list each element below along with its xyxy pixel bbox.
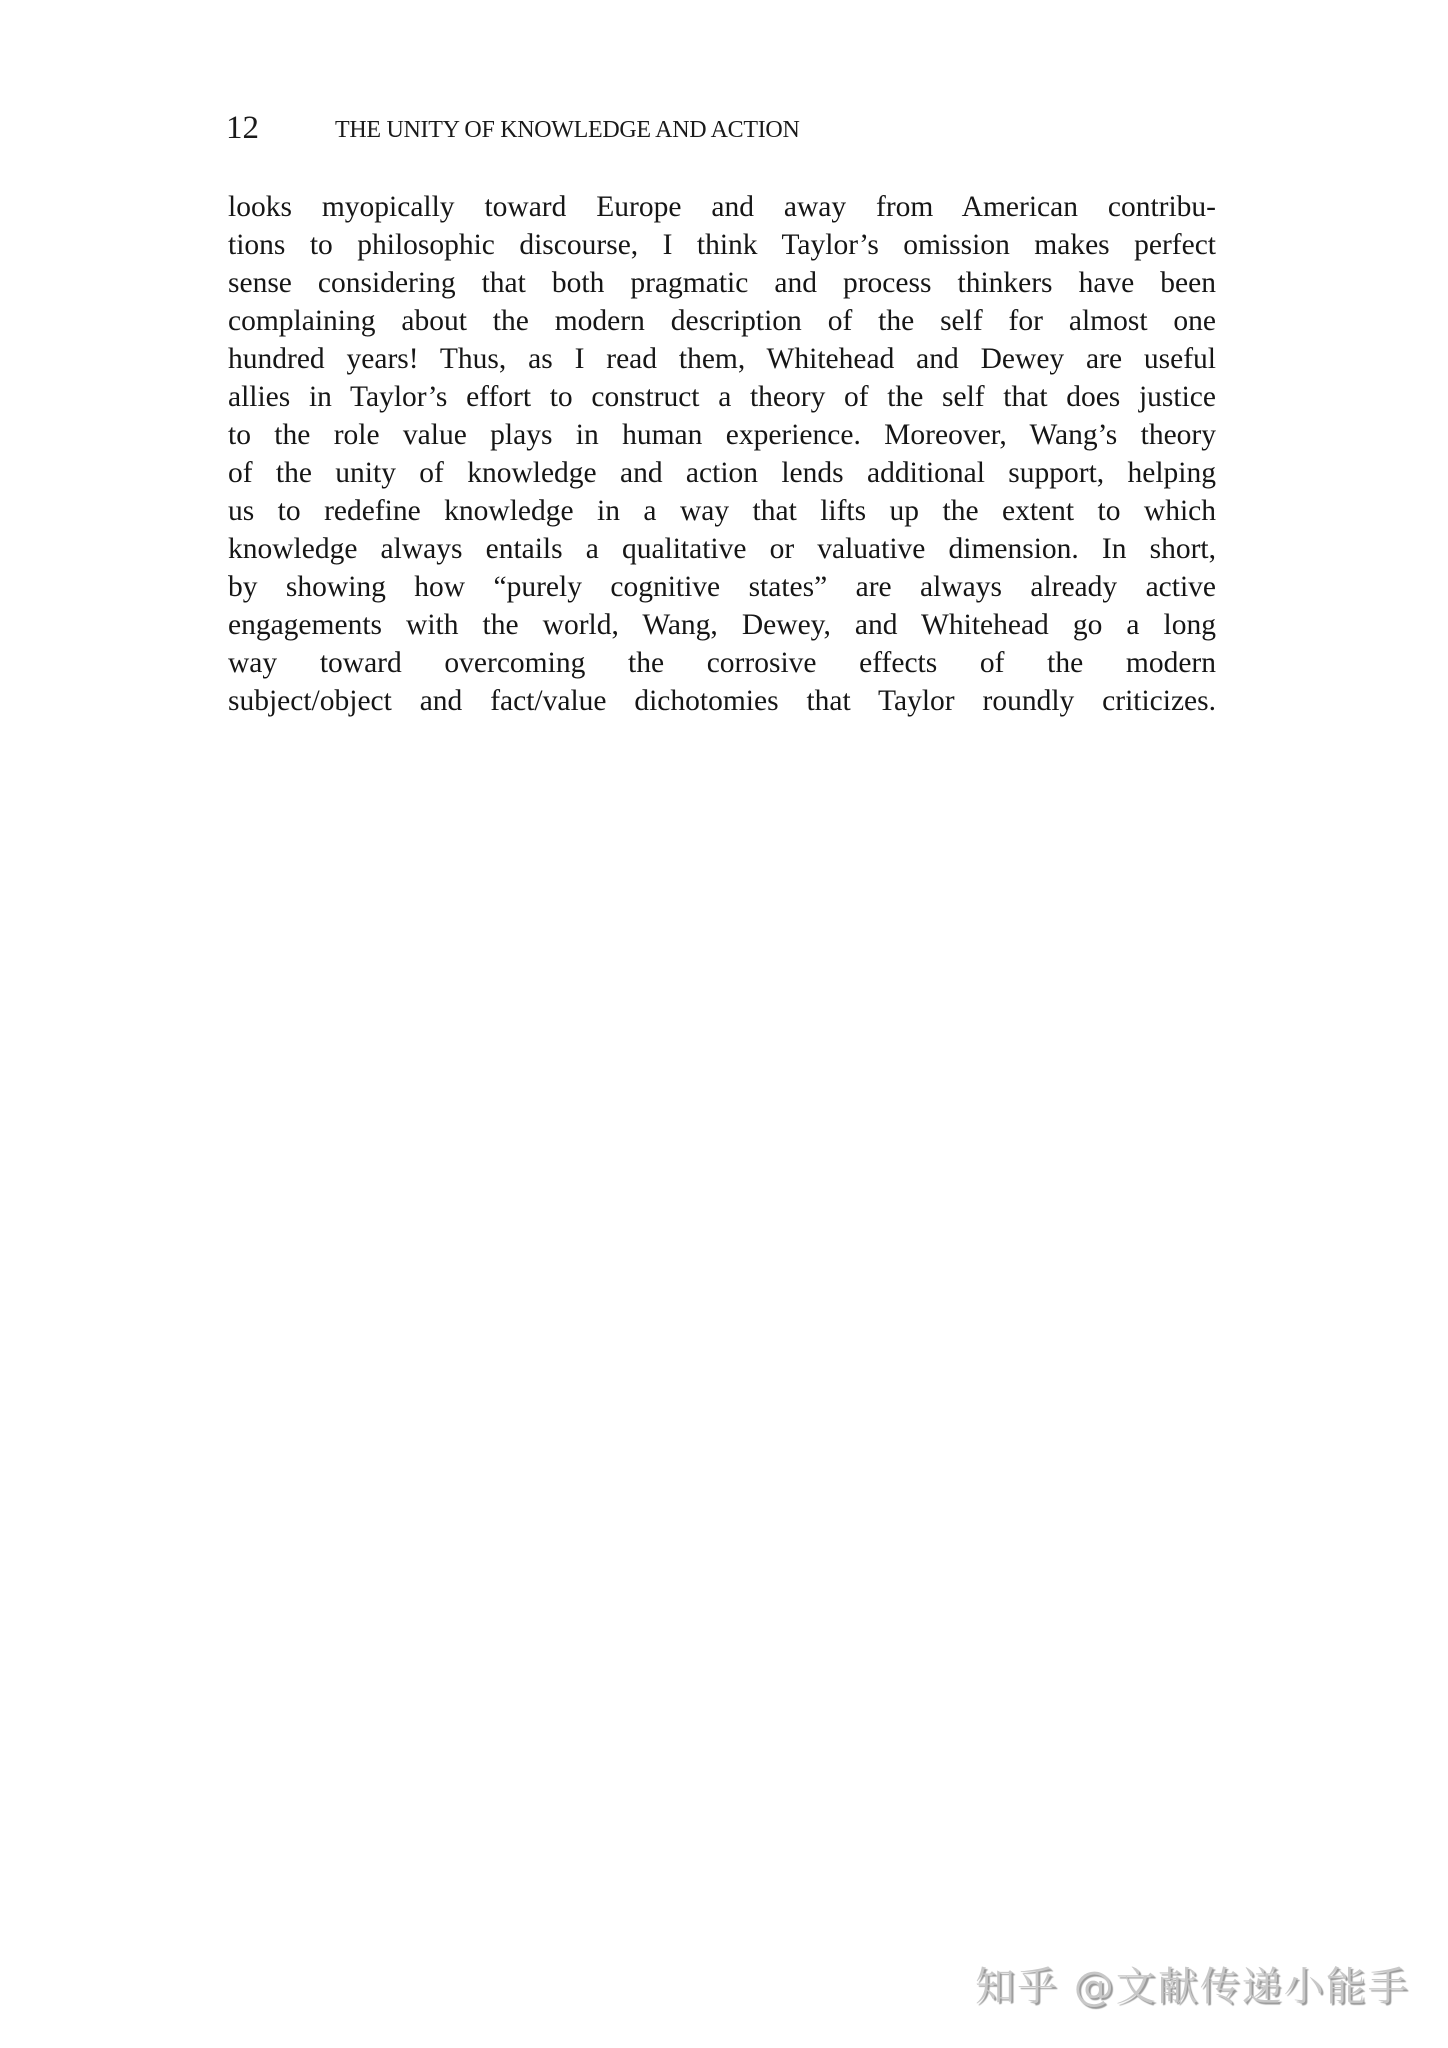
text-line: looks myopically toward Europe and away from American contribu- <box>228 191 1216 223</box>
text-line: sense considering that both pragmatic and process thinkers have been <box>228 267 1216 299</box>
body-paragraph <box>228 188 1216 720</box>
text-line: knowledge always entails a qualitative or valuative dimension. In short, <box>228 533 1216 565</box>
text-line: engagements with the world, Wang, Dewey, and Whitehead go a long <box>228 609 1216 641</box>
text-line: tions to philosophic discourse, I think Taylor’s omission makes perfect <box>228 229 1216 261</box>
page-number: 12 <box>226 110 259 146</box>
text-line: to the role value plays in human experience. Moreover, Wang’s theory <box>228 419 1216 451</box>
text-line: us to redefine knowledge in a way that lifts up the extent to which <box>228 495 1216 527</box>
text-line: hundred years! Thus, as I read them, Whitehead and Dewey are useful <box>228 343 1216 375</box>
running-title: THE UNITY OF KNOWLEDGE AND ACTION <box>335 117 800 143</box>
text-line: subject/object and fact/value dichotomies that Taylor roundly criticizes. <box>228 685 1216 717</box>
text-line: allies in Taylor’s effort to construct a theory of the self that does justice <box>228 381 1216 413</box>
text-line: of the unity of knowledge and action lends additional support, helping <box>228 457 1216 489</box>
text-line: complaining about the modern description of the self for almost one <box>228 305 1216 337</box>
running-head <box>226 108 1216 148</box>
text-line: way toward overcoming the corrosive effects of the modern <box>228 647 1216 679</box>
watermark: 知乎 @文献传递小能手 <box>975 1964 1410 2010</box>
text-line: by showing how “purely cognitive states” are always already active <box>228 571 1216 603</box>
